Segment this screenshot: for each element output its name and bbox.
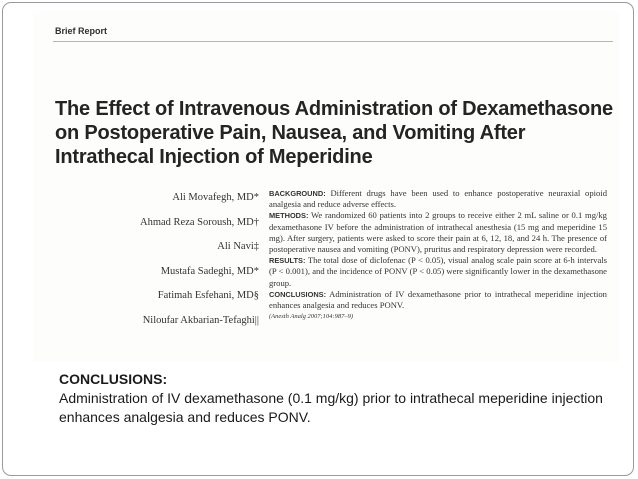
author-name: Ali Navi‡ bbox=[217, 241, 259, 252]
author-name: Ali Movafegh, MD* bbox=[172, 192, 259, 203]
section-label: Brief Report bbox=[55, 26, 108, 36]
citation: (Anesth Analg 2007;104:987–9) bbox=[269, 313, 354, 321]
abstract-background-label: BACKGROUND: bbox=[269, 189, 326, 198]
paper-title: The Effect of Intravenous Administration of Dexamethasone on Postoperative Pain, Nausea, and Vomiting After Intrathecal Injection of Meperidine bbox=[55, 98, 613, 168]
abstract-methods-text: We randomized 60 patients into 2 groups to receive either 2 mL saline or 0.1 mg/kg dexamethasone IV before the administration of intrathecal anesthesia (15 mg and meperidine 15 mg). After surgery, patients were asked to score their pain at 6, 12, 18, and 24 h. The presence of postoperative nausea and vomiting (PONV), pruritus and respiratory depression were recorded. bbox=[269, 210, 607, 255]
author-name: Mustafa Sadeghi, MD* bbox=[160, 265, 259, 277]
abstract-methods-label: METHODS: bbox=[269, 211, 309, 221]
slide-frame bbox=[2, 2, 634, 476]
abstract-background bbox=[269, 188, 607, 210]
abstract-conclusions-label: CONCLUSIONS: bbox=[269, 289, 327, 299]
author-name: Ahmad Reza Soroush, MD† bbox=[140, 216, 259, 228]
caption-heading: CONCLUSIONS: bbox=[59, 371, 168, 387]
caption-text: Administration of IV dexamethasone (0.1 mg/kg) prior to intrathecal meperidine injection enhances analgesia and reduces PONV. bbox=[59, 390, 603, 425]
abstract-methods bbox=[269, 210, 607, 255]
author-name: Fatimah Esfehani, MD§ bbox=[157, 290, 259, 301]
author-name: Niloufar Akbarian-Tefaghi|| bbox=[142, 314, 259, 326]
abstract-conclusions bbox=[269, 289, 607, 311]
abstract-results bbox=[269, 255, 607, 289]
abstract-results-label: RESULTS: bbox=[269, 256, 306, 266]
author-list bbox=[73, 191, 259, 338]
abstract-results-text: The total dose of diclofenac (P < 0.05), visual analog scale pain score at 6-h intervals (P < 0.001), and the incidence of PONV (P < 0.05) were significantly lower in the dexamethasone group. bbox=[269, 255, 607, 288]
abstract-background-text: Different drugs have been used to enhance postoperative neuraxial opioid analgesia and reduce adverse effects. bbox=[269, 188, 607, 210]
abstract bbox=[269, 188, 607, 322]
conclusions-caption bbox=[59, 370, 619, 427]
abstract-conclusions-text: Administration of IV dexamethasone prior to intrathecal meperidine injection enhances analgesia and reduces PONV. bbox=[269, 288, 607, 311]
paper-excerpt-image bbox=[33, 11, 619, 362]
header-divider bbox=[53, 41, 613, 42]
